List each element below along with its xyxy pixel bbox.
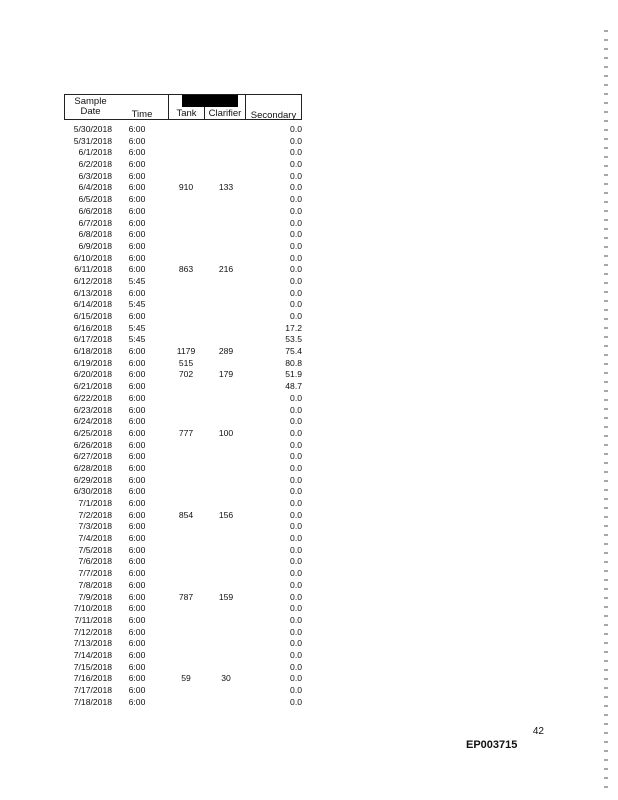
cell-time: 6:00: [128, 135, 146, 146]
table-row: [58, 498, 306, 510]
cell-time: 5:45: [128, 299, 146, 310]
cell-date: 6/12/2018: [73, 275, 112, 286]
cell-date: 6/29/2018: [73, 474, 112, 485]
table-row: [58, 241, 306, 253]
table-row: [58, 580, 306, 592]
cell-secondary: 0.0: [290, 509, 302, 520]
cell-time: 6:00: [128, 626, 146, 637]
table-row: [58, 334, 306, 346]
table-row: [58, 662, 306, 674]
cell-time: 5:45: [128, 322, 146, 333]
table-row: [58, 650, 306, 662]
cell-date: 6/2/2018: [78, 159, 112, 170]
cell-secondary: 0.0: [290, 311, 302, 321]
cell-date: 7/9/2018: [78, 591, 112, 602]
cell-secondary: 0.0: [290, 474, 302, 485]
table-row: [58, 638, 306, 650]
cell-secondary: 0.0: [290, 486, 302, 497]
table-row: [58, 545, 306, 557]
table-row: [58, 416, 306, 428]
cell-clarifier: 156: [218, 509, 234, 520]
cell-date: 6/8/2018: [78, 229, 112, 240]
table-row: [58, 299, 306, 311]
cell-date: 6/26/2018: [73, 439, 112, 450]
cell-tank: 702: [178, 369, 194, 380]
cell-date: 7/6/2018: [78, 556, 112, 567]
cell-date: 6/3/2018: [78, 170, 112, 181]
cell-date: 6/5/2018: [78, 194, 112, 205]
cell-secondary: 80.8: [285, 357, 302, 368]
cell-date: 6/11/2018: [74, 264, 112, 275]
cell-secondary: 0.0: [290, 556, 302, 567]
cell-time: 6:00: [128, 462, 146, 473]
cell-time: 6:00: [128, 346, 146, 357]
cell-date: 7/4/2018: [78, 533, 112, 544]
table-row: [58, 264, 306, 276]
cell-date: 6/6/2018: [78, 205, 112, 216]
cell-secondary: 0.0: [290, 229, 302, 240]
cell-date: 6/7/2018: [78, 217, 112, 228]
cell-date: 6/23/2018: [73, 404, 112, 415]
cell-secondary: 0.0: [290, 451, 302, 462]
cell-secondary: 75.4: [285, 346, 302, 357]
cell-secondary: 51.9: [285, 369, 302, 380]
cell-time: 6:00: [128, 182, 146, 193]
cell-tank: 787: [178, 591, 194, 602]
cell-date: 7/17/2018: [73, 685, 112, 695]
cell-clarifier: 30: [221, 673, 231, 684]
cell-time: 6:00: [128, 392, 146, 403]
cell-date: 6/9/2018: [78, 240, 112, 251]
cell-time: 6:00: [128, 124, 146, 134]
cell-time: 6:00: [128, 451, 146, 462]
cell-date: 7/5/2018: [78, 544, 112, 555]
table-row: [58, 521, 306, 533]
cell-secondary: 0.0: [290, 661, 302, 672]
cell-clarifier: 159: [218, 591, 234, 602]
cell-secondary: 0.0: [290, 124, 302, 134]
cell-time: 6:00: [128, 264, 146, 275]
cell-date: 6/30/2018: [73, 486, 112, 497]
cell-date: 6/19/2018: [73, 357, 112, 368]
cell-time: 6:00: [128, 579, 146, 590]
cell-secondary: 0.0: [290, 205, 302, 216]
cell-time: 6:00: [128, 474, 146, 485]
table-row: [58, 592, 306, 604]
header-sample-date-label: Sample Date: [74, 96, 107, 117]
table-row: [58, 393, 306, 405]
table-row: [58, 510, 306, 522]
cell-secondary: 0.0: [290, 498, 302, 508]
cell-secondary: 0.0: [290, 614, 302, 625]
table-row: [58, 159, 306, 171]
cell-secondary: 0.0: [290, 147, 302, 158]
cell-secondary: 0.0: [290, 252, 302, 263]
cell-date: 7/11/2018: [74, 614, 112, 625]
table-row: [58, 533, 306, 545]
cell-secondary: 0.0: [290, 579, 302, 590]
table-row: [58, 475, 306, 487]
cell-clarifier: 179: [218, 369, 234, 380]
cell-time: 6:00: [128, 427, 146, 438]
cell-secondary: 0.0: [290, 404, 302, 415]
cell-date: 7/10/2018: [73, 603, 112, 614]
cell-secondary: 0.0: [290, 591, 302, 602]
table-row: [58, 568, 306, 580]
scan-edge-artifact: [604, 30, 608, 790]
cell-time: 6:00: [128, 591, 146, 602]
table-row: [58, 486, 306, 498]
cell-secondary: 0.0: [290, 159, 302, 170]
cell-clarifier: 133: [218, 182, 234, 193]
cell-time: 6:00: [128, 603, 146, 614]
table-row: [58, 673, 306, 685]
table-row: [58, 405, 306, 417]
table-row: [58, 440, 306, 452]
cell-date: 7/18/2018: [73, 696, 112, 707]
cell-time: 6:00: [128, 170, 146, 181]
cell-date: 6/25/2018: [73, 427, 112, 438]
table-row: [58, 136, 306, 148]
cell-time: 6:00: [128, 568, 146, 579]
cell-time: 5:45: [128, 334, 146, 345]
cell-time: 6:00: [128, 638, 146, 649]
cell-secondary: 0.0: [290, 275, 302, 286]
cell-tank: 854: [178, 509, 194, 520]
table-body: [58, 124, 306, 708]
table-row: [58, 556, 306, 568]
cell-time: 6:00: [128, 240, 146, 251]
cell-date: 6/15/2018: [73, 311, 112, 321]
table-row: [58, 206, 306, 218]
table-header-row: [58, 94, 306, 120]
cell-time: 6:00: [128, 533, 146, 544]
cell-secondary: 0.0: [290, 439, 302, 450]
cell-time: 6:00: [128, 439, 146, 450]
cell-secondary: 0.0: [290, 673, 302, 684]
cell-date: 6/18/2018: [73, 346, 112, 357]
cell-time: 6:00: [128, 252, 146, 263]
table-row: [58, 194, 306, 206]
cell-date: 6/14/2018: [73, 299, 112, 310]
cell-secondary: 0.0: [290, 603, 302, 614]
cell-tank: 910: [178, 182, 194, 193]
cell-date: 6/13/2018: [73, 287, 112, 298]
table-row: [58, 253, 306, 265]
cell-date: 6/22/2018: [73, 392, 112, 403]
cell-date: 5/30/2018: [73, 124, 112, 134]
cell-secondary: 0.0: [290, 217, 302, 228]
table-row: [58, 171, 306, 183]
cell-secondary: 0.0: [290, 696, 302, 707]
cell-time: 6:00: [128, 205, 146, 216]
cell-time: 6:00: [128, 404, 146, 415]
cell-secondary: 0.0: [290, 462, 302, 473]
cell-time: 6:00: [128, 159, 146, 170]
cell-secondary: 0.0: [290, 194, 302, 205]
header-secondary: Secondary: [246, 94, 302, 120]
cell-secondary: 0.0: [290, 135, 302, 146]
cell-secondary: 0.0: [290, 533, 302, 544]
table-row: [58, 124, 306, 136]
cell-time: 6:00: [128, 544, 146, 555]
cell-secondary: 0.0: [290, 170, 302, 181]
cell-date: 6/10/2018: [73, 252, 112, 263]
table-row: [58, 229, 306, 241]
table-row: [58, 627, 306, 639]
cell-clarifier: 216: [218, 264, 234, 275]
cell-time: 6:00: [128, 416, 146, 427]
cell-time: 6:00: [128, 521, 146, 532]
table-row: [58, 451, 306, 463]
cell-date: 7/8/2018: [78, 579, 112, 590]
cell-date: 6/21/2018: [73, 381, 112, 392]
cell-secondary: 0.0: [290, 392, 302, 403]
cell-secondary: 17.2: [285, 322, 302, 333]
cell-secondary: 0.0: [290, 649, 302, 660]
header-time: Time: [116, 94, 168, 120]
header-clarifier: Clarifier: [204, 94, 246, 120]
table-row: [58, 463, 306, 475]
cell-clarifier: 100: [218, 427, 234, 438]
cell-date: 7/2/2018: [78, 509, 112, 520]
cell-clarifier: 289: [218, 346, 234, 357]
table-row: [58, 615, 306, 627]
table-row: [58, 147, 306, 159]
cell-date: 6/20/2018: [73, 369, 112, 380]
table-row: [58, 276, 306, 288]
cell-secondary: 48.7: [285, 381, 302, 392]
cell-date: 6/4/2018: [78, 182, 112, 193]
table-row: [58, 182, 306, 194]
cell-date: 7/15/2018: [73, 661, 112, 672]
table-row: [58, 311, 306, 323]
cell-date: 6/17/2018: [73, 334, 112, 345]
cell-time: 6:00: [128, 486, 146, 497]
table-row: [58, 323, 306, 335]
cell-tank: 777: [178, 427, 194, 438]
cell-time: 6:00: [128, 194, 146, 205]
cell-secondary: 0.0: [290, 626, 302, 637]
cell-secondary: 0.0: [290, 182, 302, 193]
cell-date: 6/1/2018: [78, 147, 112, 158]
cell-secondary: 0.0: [290, 568, 302, 579]
table-row: [58, 428, 306, 440]
bates-number: EP003715: [466, 739, 518, 751]
cell-time: 6:00: [128, 357, 146, 368]
cell-secondary: 0.0: [290, 544, 302, 555]
cell-time: 6:00: [128, 287, 146, 298]
cell-time: 6:00: [128, 381, 146, 392]
cell-time: 6:00: [128, 556, 146, 567]
table-row: [58, 288, 306, 300]
cell-time: 6:00: [128, 685, 146, 695]
cell-secondary: 0.0: [290, 685, 302, 695]
cell-secondary: 0.0: [290, 638, 302, 649]
cell-time: 6:00: [128, 311, 146, 321]
cell-date: 7/13/2018: [73, 638, 112, 649]
table-row: [58, 369, 306, 381]
cell-time: 6:00: [128, 369, 146, 380]
cell-tank: 863: [178, 264, 194, 275]
table-row: [58, 381, 306, 393]
cell-tank: 515: [178, 357, 194, 368]
cell-date: 7/7/2018: [78, 568, 112, 579]
cell-date: 7/12/2018: [73, 626, 112, 637]
cell-time: 6:00: [128, 661, 146, 672]
cell-date: 7/1/2018: [78, 498, 112, 508]
cell-date: 5/31/2018: [73, 135, 112, 146]
cell-date: 6/24/2018: [73, 416, 112, 427]
cell-date: 6/27/2018: [73, 451, 112, 462]
cell-time: 6:00: [128, 229, 146, 240]
cell-secondary: 0.0: [290, 521, 302, 532]
cell-time: 6:00: [128, 673, 146, 684]
cell-date: 7/14/2018: [73, 649, 112, 660]
table-row: [58, 358, 306, 370]
cell-time: 6:00: [128, 649, 146, 660]
cell-time: 6:00: [128, 217, 146, 228]
cell-date: 7/3/2018: [78, 521, 112, 532]
cell-secondary: 0.0: [290, 427, 302, 438]
cell-secondary: 0.0: [290, 240, 302, 251]
header-tank: Tank: [168, 94, 204, 120]
cell-time: 6:00: [128, 147, 146, 158]
cell-date: 6/16/2018: [73, 322, 112, 333]
cell-time: 6:00: [128, 696, 146, 707]
cell-date: 7/16/2018: [73, 673, 112, 684]
cell-tank: 1179: [176, 346, 196, 357]
cell-secondary: 0.0: [290, 287, 302, 298]
cell-secondary: 0.0: [290, 416, 302, 427]
cell-time: 6:00: [128, 509, 146, 520]
table-row: [58, 697, 306, 709]
table-row: [58, 346, 306, 358]
table-row: [58, 685, 306, 697]
page-number: 42: [532, 726, 544, 737]
cell-secondary: 0.0: [290, 299, 302, 310]
cell-date: 6/28/2018: [73, 462, 112, 473]
cell-secondary: 0.0: [290, 264, 302, 275]
table-row: [58, 603, 306, 615]
cell-secondary: 53.5: [285, 334, 302, 345]
redaction-block: [182, 95, 238, 107]
cell-tank: 59: [181, 673, 191, 684]
table-row: [58, 218, 306, 230]
header-sample-date: [64, 94, 116, 120]
cell-time: 6:00: [128, 498, 146, 508]
cell-time: 5:45: [128, 275, 146, 286]
sample-table: [58, 94, 306, 707]
cell-time: 6:00: [128, 614, 146, 625]
